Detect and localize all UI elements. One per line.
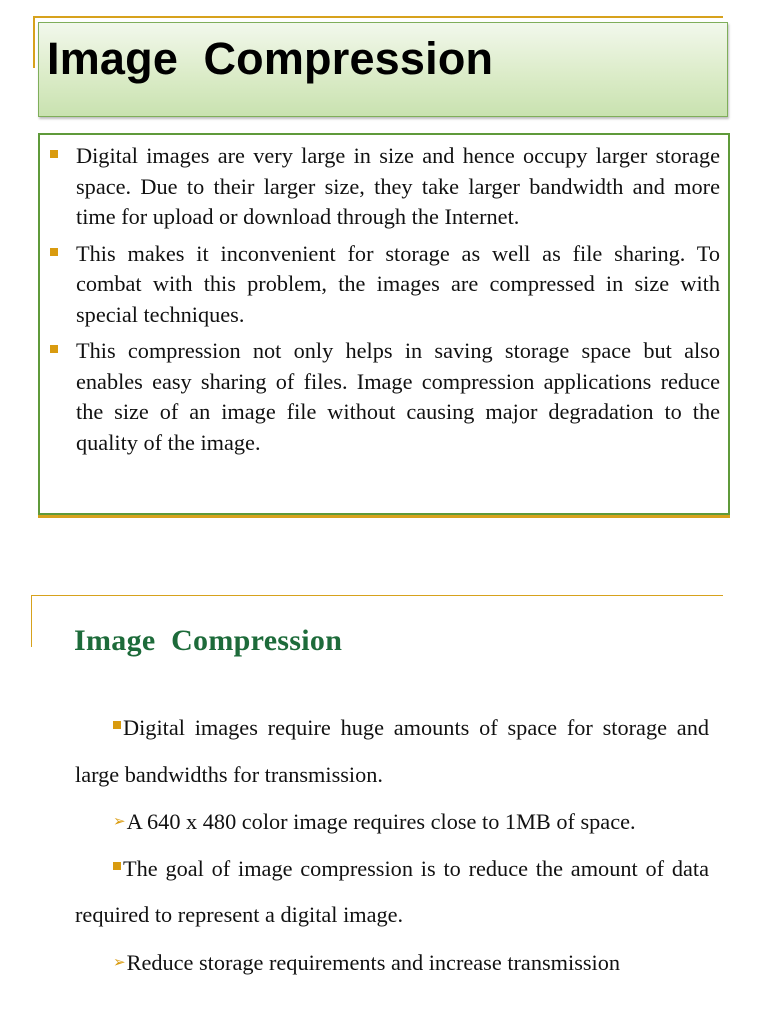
list-item — [75, 798, 709, 846]
list-item — [75, 705, 709, 798]
list-item — [75, 939, 709, 987]
list-item — [40, 239, 728, 331]
arrow-bullet-icon: ➢ — [113, 812, 126, 830]
accent-line-left — [31, 595, 32, 647]
slide-1-bullet-list — [40, 141, 728, 464]
square-bullet-icon — [50, 345, 58, 353]
list-item-text: Digital images require huge amounts of space for storage and large bandwidths for transmission. — [75, 715, 709, 787]
accent-line-top — [31, 595, 723, 596]
accent-line-left — [33, 16, 35, 68]
slide-1-title-box — [38, 22, 728, 117]
list-item-text: A 640 x 480 color image requires close to 1MB of space. — [126, 809, 636, 834]
list-item — [40, 336, 728, 458]
list-item-text: Reduce storage requirements and increase transmission — [126, 949, 621, 975]
square-bullet-icon — [50, 248, 58, 256]
list-item-text: The goal of image compression is to reduce the amount of data required to represent a digital image. — [75, 855, 709, 927]
square-bullet-icon — [113, 862, 121, 870]
list-item-text: This compression not only helps in saving storage space but also enables easy sharing of files. Image compression applications reduce the size of an image file without causing major degradation to the quality of the image. — [76, 338, 720, 455]
accent-line-top — [33, 16, 723, 18]
slide-1-title: Image Compression — [47, 33, 494, 84]
arrow-bullet-icon: ➢ — [113, 952, 126, 971]
square-bullet-icon — [50, 150, 58, 158]
slide-2-body — [75, 705, 709, 986]
slide-1-content-box — [38, 133, 730, 515]
list-item-text: Digital images are very large in size and hence occupy larger storage space. Due to their larger size, they take larger bandwidth and more time for upload or download through the Internet. — [76, 143, 720, 229]
square-bullet-icon — [113, 721, 121, 729]
list-item — [75, 846, 709, 939]
list-item — [40, 141, 728, 233]
slide-2-title: Image Compression — [74, 624, 343, 657]
list-item-text: This makes it inconvenient for storage as well as file sharing. To combat with this problem, the images are compressed in size with special techniques. — [76, 240, 720, 327]
